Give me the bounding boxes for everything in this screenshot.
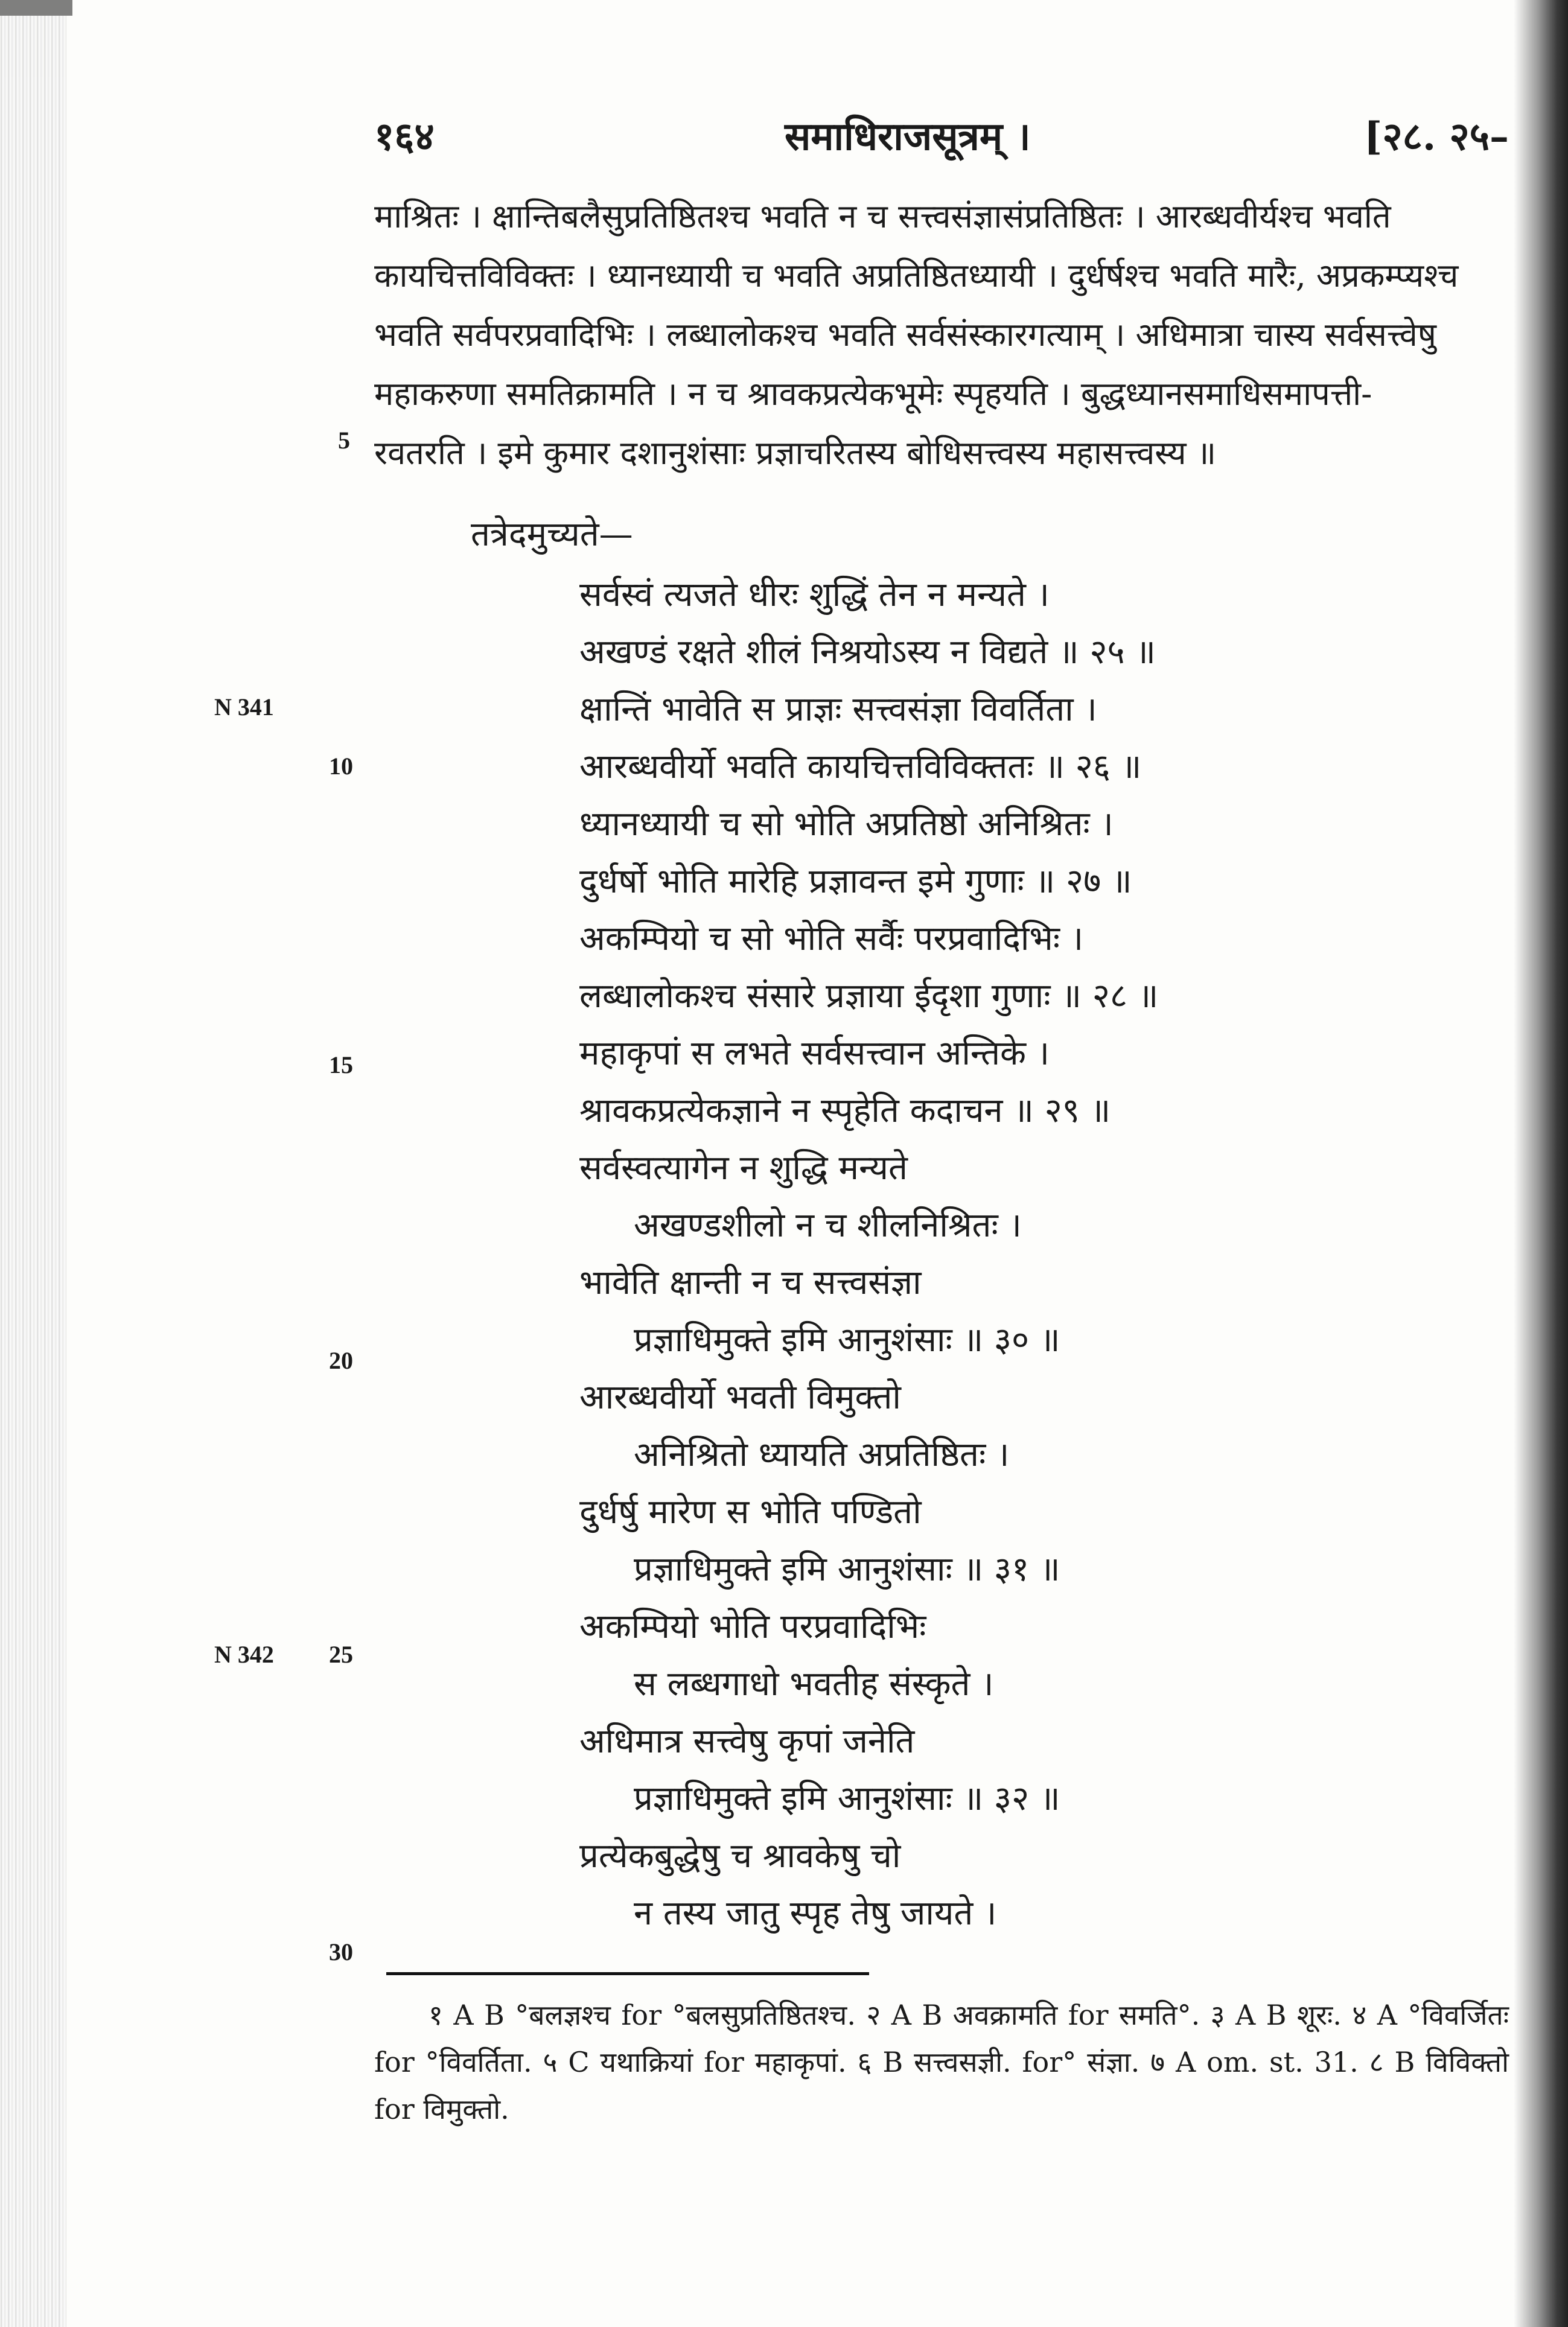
- verse-line: प्रज्ञाधिमुक्ते इमि आनुशंसाः ॥ ३० ॥: [634, 1320, 1060, 1360]
- line-number: 15: [329, 1051, 353, 1078]
- verse-line: प्रज्ञाधिमुक्ते इमि आनुशंसाः ॥ ३२ ॥: [634, 1779, 1060, 1818]
- footnotes: १ A B °बलज्ञश्च for °बलसुप्रतिष्ठितश्च. २ A B अवक्रामति for समति°. ३ A B शूरः. ४ A °विवर्जितः for °विवर्तिता. ५ C यथाक्रियां for महाकृपां. ६ B सत्त्वसज्ञी. for° संज्ञा. ७ A om. st. 31. ८ B विविक्तो for विमुक्तो.: [374, 1999, 1509, 2125]
- verse-line: स लब्धगाधो भवतीह संस्कृते ।: [634, 1664, 994, 1704]
- verse-line: भावेति क्षान्ती न च सत्त्वसंज्ञा: [579, 1263, 922, 1302]
- siglum: N 341: [214, 693, 274, 721]
- prose-line: महाकरुणा समतिक्रामति । न च श्रावकप्रत्येकभूमेः स्पृहयति । बुद्धध्यानसमाधिसमापत्ती-: [374, 375, 1372, 413]
- verse-line: सर्वस्वत्यागेन न शुद्धि मन्यते: [579, 1148, 908, 1188]
- verse-line: क्षान्तिं भावेति स प्राज्ञः सत्त्वसंज्ञा विवर्तिता ।: [579, 690, 1097, 729]
- prose-line: माश्रितः । क्षान्तिबलैसुप्रतिष्ठितश्च भवति न च सत्त्वसंज्ञासंप्रतिष्ठितः । आरब्धवीर्यश्च भवति: [374, 197, 1391, 235]
- line-number: 30: [329, 1938, 353, 1966]
- verse-line: दुर्धर्षु मारेण स भोति पण्डितो: [579, 1492, 922, 1532]
- prose-paragraph: [374, 187, 1509, 483]
- verse-line: ध्यानध्यायी च सो भोति अप्रतिष्ठो अनिश्रितः ।: [579, 804, 1114, 844]
- running-title: समाधिराजसूत्रम् ।: [785, 114, 1031, 159]
- verse-line: आरब्धवीर्यो भवती विमुक्तो: [579, 1378, 901, 1417]
- verse-line: अखण्डशीलो न च शीलनिश्रितः ।: [634, 1206, 1022, 1245]
- verse-line: अखण्डं रक्षते शीलं निश्रयोऽस्य न विद्यते ॥ २५ ॥: [579, 632, 1156, 672]
- verse-line: न तस्य जातु स्पृह तेषु जायते ।: [634, 1894, 997, 1933]
- verse-line: प्रज्ञाधिमुक्ते इमि आनुशंसाः ॥ ३१ ॥: [634, 1550, 1060, 1589]
- page-header: [374, 109, 1509, 181]
- prose-line: कायचित्तविविक्तः । ध्यानध्यायी च भवति अप्रतिष्ठितध्यायी । दुर्धर्षश्च भवति मारैः, अप्रकम्प्यश्च: [374, 256, 1459, 294]
- verse-line: महाकृपां स लभते सर्वसत्त्वान अन्तिके ।: [579, 1034, 1050, 1073]
- verse-line: अधिमात्र सत्त्वेषु कृपां जनेति: [579, 1722, 915, 1761]
- page-number: १६४: [374, 114, 435, 159]
- verse-line: अकम्पियो च सो भोति सर्वैः परप्रवादिभिः ।: [579, 919, 1084, 958]
- verse-line: अनिश्रितो ध्यायति अप्रतिष्ठितः ।: [634, 1435, 1010, 1474]
- verse-line: श्रावकप्रत्येकज्ञाने न स्पृहेति कदाचन ॥ २९ ॥: [579, 1091, 1111, 1130]
- verse-line: सर्वस्वं त्यजते धीरः शुद्धिं तेन न मन्यते ।: [579, 575, 1050, 614]
- verse-line: प्रत्येकबुद्धेषु च श्रावकेषु चो: [579, 1836, 901, 1876]
- line-number: 25: [329, 1641, 353, 1668]
- prose-line: भवति सर्वपरप्रवादिभिः । लब्धालोकश्च भवति सर्वसंस्कारगत्याम् । अधिमात्रा चास्य सर्वसत्त्वेषु: [374, 316, 1437, 354]
- verse-line: आरब्धवीर्यो भवति कायचित्तविविक्ततः ॥ २६ ॥: [579, 747, 1142, 786]
- verse-line: अकम्पियो भोति परप्रवादिभिः: [579, 1607, 926, 1646]
- verse-line: दुर्धर्षो भोति मारेहि प्रज्ञावन्त इमे गुणाः ॥ २७ ॥: [579, 862, 1132, 901]
- footnote-rule: [386, 1972, 869, 1975]
- scan-left-edge: [0, 0, 66, 2327]
- siglum: N 342: [214, 1641, 274, 1668]
- prose-line: रवतरति । इमे कुमार दशानुशंसाः प्रज्ञाचरितस्य बोधिसत्त्वस्य महासत्त्वस्य ॥: [374, 434, 1217, 472]
- line-number: 5: [338, 427, 350, 454]
- scan-right-edge: [1514, 0, 1568, 2327]
- verse-line: लब्धालोकश्च संसारे प्रज्ञाया ईदृशा गुणाः ॥ २८ ॥: [579, 976, 1159, 1016]
- line-number: 20: [329, 1347, 353, 1374]
- verse-intro: तत्रेदमुच्यते—: [471, 515, 633, 554]
- line-number: 10: [329, 753, 353, 780]
- section-reference: [२८. २५–: [1364, 114, 1509, 159]
